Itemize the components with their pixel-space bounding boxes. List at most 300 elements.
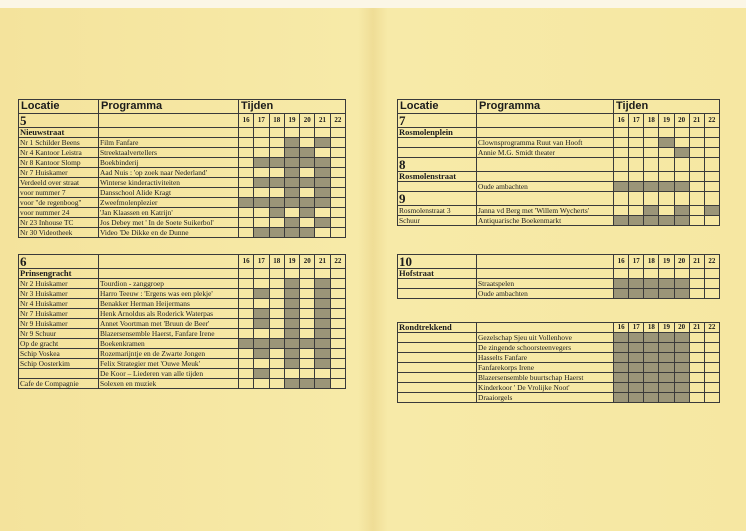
slot-empty (239, 369, 254, 379)
slot-cell (629, 172, 644, 182)
slot-empty (300, 289, 315, 299)
row-program: De Koor – Liederen van alle tijden (99, 369, 239, 379)
slot-filled (284, 148, 299, 158)
slot-empty (254, 359, 269, 369)
slot-filled (674, 279, 689, 289)
row-program: Janna vd Berg met 'Willem Wycherts' (477, 206, 614, 216)
slot-filled (284, 158, 299, 168)
row-location: Nr 3 Huiskamer (19, 289, 99, 299)
slot-empty (629, 206, 644, 216)
row-program: Straatspelen (477, 279, 614, 289)
slot-cell (614, 192, 629, 206)
row-location: Nr 8 Kantoor Slomp (19, 158, 99, 168)
slot-empty (239, 138, 254, 148)
section-name-row (398, 269, 720, 279)
schedule-row (398, 383, 720, 393)
slot-empty (300, 349, 315, 359)
schedule-row (398, 363, 720, 373)
header-locatie: Locatie (19, 100, 99, 114)
row-program: Annie M.G. Smidt theater (477, 148, 614, 158)
hour-label: 22 (704, 114, 719, 128)
slot-empty (644, 148, 659, 158)
slot-filled (284, 138, 299, 148)
slot-cell (300, 269, 315, 279)
slot-cell (689, 128, 704, 138)
slot-empty (254, 299, 269, 309)
schedule-row (19, 339, 346, 349)
section-name: Prinsengracht (19, 269, 99, 279)
section-number-row (19, 255, 346, 269)
slot-cell (689, 158, 704, 172)
slot-cell (674, 128, 689, 138)
slot-empty (704, 333, 719, 343)
slot-filled (614, 289, 629, 299)
slot-filled (315, 359, 330, 369)
slot-filled (674, 216, 689, 226)
slot-cell (704, 158, 719, 172)
slot-filled (284, 178, 299, 188)
hour-label: 20 (300, 114, 315, 128)
slot-cell (704, 192, 719, 206)
schedule-row (19, 329, 346, 339)
slot-empty (704, 148, 719, 158)
slot-cell (254, 269, 269, 279)
blank-cell (99, 255, 239, 269)
slot-empty (315, 369, 330, 379)
slot-filled (629, 343, 644, 353)
header-programma: Programma (477, 100, 614, 114)
slot-cell (254, 128, 269, 138)
row-program: Solexen en muziek (99, 379, 239, 389)
slot-empty (614, 138, 629, 148)
row-location: voor "de regenboog" (19, 198, 99, 208)
slot-filled (644, 216, 659, 226)
slot-empty (704, 373, 719, 383)
schedule-row (19, 299, 346, 309)
hour-label: 16 (614, 114, 629, 128)
schedule-row (398, 373, 720, 383)
slot-filled (315, 138, 330, 148)
slot-filled (659, 353, 674, 363)
slot-filled (674, 393, 689, 403)
row-program: Rozemarijntje en de Zwarte Jongen (99, 349, 239, 359)
slot-empty (330, 168, 345, 178)
slot-empty (330, 279, 345, 289)
row-program: Benakker Herman Heijermans (99, 299, 239, 309)
hour-label: 20 (674, 114, 689, 128)
row-location: Schuur (398, 216, 477, 226)
slot-filled (659, 182, 674, 192)
slot-empty (254, 208, 269, 218)
slot-empty (689, 148, 704, 158)
row-location: Nr 4 Huiskamer (19, 299, 99, 309)
hour-label: 19 (284, 255, 299, 269)
slot-filled (300, 178, 315, 188)
slot-empty (254, 379, 269, 389)
row-location (398, 333, 477, 343)
row-program: Oude ambachten (477, 182, 614, 192)
slot-empty (659, 206, 674, 216)
slot-filled (644, 383, 659, 393)
row-location: Nr 23 Inhouse TC (19, 218, 99, 228)
hour-label: 18 (644, 255, 659, 269)
slot-filled (315, 168, 330, 178)
slot-cell (315, 269, 330, 279)
slot-filled (284, 299, 299, 309)
slot-empty (330, 188, 345, 198)
slot-empty (269, 218, 284, 228)
header-tijden: Tijden (614, 100, 720, 114)
slot-empty (239, 299, 254, 309)
slot-empty (704, 289, 719, 299)
slot-empty (689, 289, 704, 299)
slot-filled (254, 319, 269, 329)
row-location: Nr 2 Huiskamer (19, 279, 99, 289)
hour-label: 18 (644, 114, 659, 128)
slot-filled (284, 319, 299, 329)
slot-filled (254, 158, 269, 168)
schedule-table-prinsengracht (18, 254, 346, 389)
hour-label: 22 (330, 255, 345, 269)
schedule-row (19, 158, 346, 168)
hour-label: 22 (330, 114, 345, 128)
slot-filled (269, 339, 284, 349)
slot-empty (300, 359, 315, 369)
slot-filled (614, 279, 629, 289)
slot-filled (614, 363, 629, 373)
hour-label: 20 (674, 255, 689, 269)
slot-empty (689, 333, 704, 343)
slot-filled (659, 373, 674, 383)
blank-cell (477, 114, 614, 128)
slot-empty (644, 138, 659, 148)
schedule-row (398, 353, 720, 363)
slot-empty (330, 228, 345, 238)
row-program: Felix Strategier met 'Ouwe Meuk' (99, 359, 239, 369)
section-number: 6 (19, 255, 99, 269)
slot-empty (300, 309, 315, 319)
slot-cell (674, 158, 689, 172)
slot-empty (689, 279, 704, 289)
slot-filled (629, 289, 644, 299)
slot-filled (704, 206, 719, 216)
slot-empty (704, 393, 719, 403)
row-location: Nr 9 Huiskamer (19, 319, 99, 329)
slot-filled (300, 198, 315, 208)
slot-filled (284, 188, 299, 198)
row-program: 'Jan Klaassen en Katrijn' (99, 208, 239, 218)
slot-filled (254, 198, 269, 208)
slot-empty (689, 363, 704, 373)
slot-empty (254, 148, 269, 158)
slot-empty (330, 178, 345, 188)
slot-filled (674, 353, 689, 363)
row-location (398, 393, 477, 403)
slot-empty (284, 208, 299, 218)
slot-filled (659, 333, 674, 343)
slot-filled (315, 339, 330, 349)
slot-cell (704, 269, 719, 279)
row-location (398, 383, 477, 393)
slot-cell (689, 269, 704, 279)
slot-filled (284, 359, 299, 369)
schedule-row (19, 228, 346, 238)
slot-empty (330, 359, 345, 369)
row-location (398, 373, 477, 383)
slot-filled (614, 383, 629, 393)
section-number-row (398, 158, 720, 172)
slot-cell (674, 172, 689, 182)
slot-filled (300, 339, 315, 349)
slot-empty (300, 188, 315, 198)
slot-filled (674, 148, 689, 158)
slot-empty (239, 228, 254, 238)
slot-cell (644, 172, 659, 182)
slot-cell (689, 172, 704, 182)
hour-label: 21 (689, 323, 704, 333)
slot-cell (659, 269, 674, 279)
row-location: Cafe de Compagnie (19, 379, 99, 389)
hour-label: 17 (254, 255, 269, 269)
row-program: Blazersensemble buurtschap Haerst (477, 373, 614, 383)
slot-empty (239, 279, 254, 289)
slot-empty (704, 138, 719, 148)
section-number-row (398, 192, 720, 206)
hour-label: 20 (674, 323, 689, 333)
slot-cell (659, 128, 674, 138)
slot-empty (239, 329, 254, 339)
slot-empty (629, 138, 644, 148)
slot-empty (254, 168, 269, 178)
slot-empty (674, 138, 689, 148)
slot-empty (239, 148, 254, 158)
row-location: Nr 4 Kantoor Leistra (19, 148, 99, 158)
row-location (398, 279, 477, 289)
row-program: Winterse kinderactiviteiten (99, 178, 239, 188)
slot-empty (689, 353, 704, 363)
hour-label: 17 (254, 114, 269, 128)
schedule-row (19, 198, 346, 208)
schedule-row (19, 138, 346, 148)
slot-empty (330, 369, 345, 379)
blank-cell (477, 269, 614, 279)
slot-empty (269, 299, 284, 309)
slot-filled (315, 319, 330, 329)
slot-empty (239, 319, 254, 329)
row-location (398, 182, 477, 192)
slot-filled (284, 329, 299, 339)
slot-empty (239, 379, 254, 389)
section-name-row (19, 128, 346, 138)
slot-filled (254, 369, 269, 379)
blank-cell (477, 158, 614, 172)
slot-filled (659, 383, 674, 393)
slot-empty (269, 279, 284, 289)
schedule-row (398, 216, 720, 226)
slot-filled (284, 168, 299, 178)
slot-empty (704, 363, 719, 373)
slot-empty (614, 206, 629, 216)
slot-filled (674, 343, 689, 353)
slot-filled (254, 349, 269, 359)
slot-empty (704, 182, 719, 192)
slot-filled (284, 289, 299, 299)
slot-empty (269, 289, 284, 299)
slot-empty (269, 148, 284, 158)
row-program: Boekenkramen (99, 339, 239, 349)
slot-empty (239, 158, 254, 168)
slot-filled (269, 208, 284, 218)
blank-cell (99, 128, 239, 138)
slot-filled (659, 363, 674, 373)
slot-filled (614, 333, 629, 343)
slot-cell (629, 192, 644, 206)
slot-filled (629, 353, 644, 363)
blank-cell (477, 172, 614, 182)
slot-empty (239, 309, 254, 319)
section-number: 8 (398, 158, 477, 172)
hour-label: 16 (239, 255, 254, 269)
slot-empty (254, 279, 269, 289)
slot-filled (674, 383, 689, 393)
slot-filled (254, 289, 269, 299)
slot-filled (315, 299, 330, 309)
hour-label: 21 (315, 255, 330, 269)
slot-filled (269, 178, 284, 188)
schedule-row (19, 208, 346, 218)
slot-filled (315, 198, 330, 208)
schedule-row (19, 188, 346, 198)
row-program: Oude ambachten (477, 289, 614, 299)
slot-empty (704, 279, 719, 289)
header-locatie: Locatie (398, 100, 477, 114)
hour-label: 20 (300, 255, 315, 269)
schedule-table-nieuwstraat (18, 99, 346, 238)
blank-cell (477, 192, 614, 206)
row-location: Nr 7 Huiskamer (19, 309, 99, 319)
slot-filled (254, 228, 269, 238)
slot-cell (614, 269, 629, 279)
row-program: Boekbinderij (99, 158, 239, 168)
slot-filled (629, 363, 644, 373)
slot-cell (300, 128, 315, 138)
row-location (398, 289, 477, 299)
row-location: Rosmolenstraat 3 (398, 206, 477, 216)
slot-empty (239, 359, 254, 369)
slot-empty (330, 218, 345, 228)
slot-cell (629, 128, 644, 138)
row-location: Schip Voskea (19, 349, 99, 359)
hour-label: 16 (614, 255, 629, 269)
slot-filled (614, 373, 629, 383)
hour-label: 19 (659, 114, 674, 128)
hour-label: 17 (629, 255, 644, 269)
slot-empty (330, 309, 345, 319)
section-number: 10 (398, 255, 477, 269)
slot-empty (300, 279, 315, 289)
slot-filled (315, 279, 330, 289)
slot-filled (629, 373, 644, 383)
slot-cell (614, 172, 629, 182)
slot-filled (300, 208, 315, 218)
blank-cell (477, 323, 614, 333)
schedule-row (398, 206, 720, 216)
blank-cell (99, 269, 239, 279)
slot-empty (269, 359, 284, 369)
slot-filled (284, 379, 299, 389)
slot-filled (629, 279, 644, 289)
slot-empty (269, 168, 284, 178)
slot-empty (315, 208, 330, 218)
row-location (398, 148, 477, 158)
schedule-row (19, 178, 346, 188)
slot-filled (284, 228, 299, 238)
slot-empty (315, 148, 330, 158)
row-location: voor nummer 7 (19, 188, 99, 198)
row-program: Dansschool Alide Kragt (99, 188, 239, 198)
slot-empty (689, 216, 704, 226)
hour-label: 22 (704, 323, 719, 333)
slot-filled (674, 206, 689, 216)
slot-empty (254, 188, 269, 198)
slot-cell (269, 128, 284, 138)
slot-empty (689, 182, 704, 192)
section-name-row (398, 172, 720, 182)
slot-cell (659, 192, 674, 206)
schedule-row (398, 148, 720, 158)
slot-empty (269, 349, 284, 359)
slot-cell (269, 269, 284, 279)
row-location: Nr 9 Schuur (19, 329, 99, 339)
slot-cell (644, 192, 659, 206)
schedule-row (19, 359, 346, 369)
slot-filled (614, 343, 629, 353)
slot-empty (689, 343, 704, 353)
section-name: Hofstraat (398, 269, 477, 279)
slot-empty (254, 218, 269, 228)
row-location (19, 369, 99, 379)
slot-empty (300, 168, 315, 178)
slot-cell (629, 158, 644, 172)
slot-filled (614, 393, 629, 403)
slot-empty (704, 383, 719, 393)
slot-filled (659, 279, 674, 289)
slot-filled (284, 339, 299, 349)
slot-filled (269, 158, 284, 168)
row-program: De zingende schoorsteenvegers (477, 343, 614, 353)
schedule-row (19, 289, 346, 299)
slot-empty (689, 393, 704, 403)
hour-label: 21 (689, 114, 704, 128)
row-program: Film Fanfare (99, 138, 239, 148)
section-name: Nieuwstraat (19, 128, 99, 138)
slot-cell (330, 269, 345, 279)
slot-empty (254, 138, 269, 148)
slot-cell (284, 269, 299, 279)
schedule-row (398, 279, 720, 289)
slot-filled (659, 289, 674, 299)
slot-empty (689, 383, 704, 393)
slot-empty (300, 299, 315, 309)
slot-empty (704, 216, 719, 226)
row-location: Nr 30 Videotheek (19, 228, 99, 238)
header-programma: Programma (99, 100, 239, 114)
slot-cell (239, 269, 254, 279)
slot-empty (239, 168, 254, 178)
row-location: voor nummer 24 (19, 208, 99, 218)
slot-empty (330, 379, 345, 389)
slot-empty (330, 208, 345, 218)
